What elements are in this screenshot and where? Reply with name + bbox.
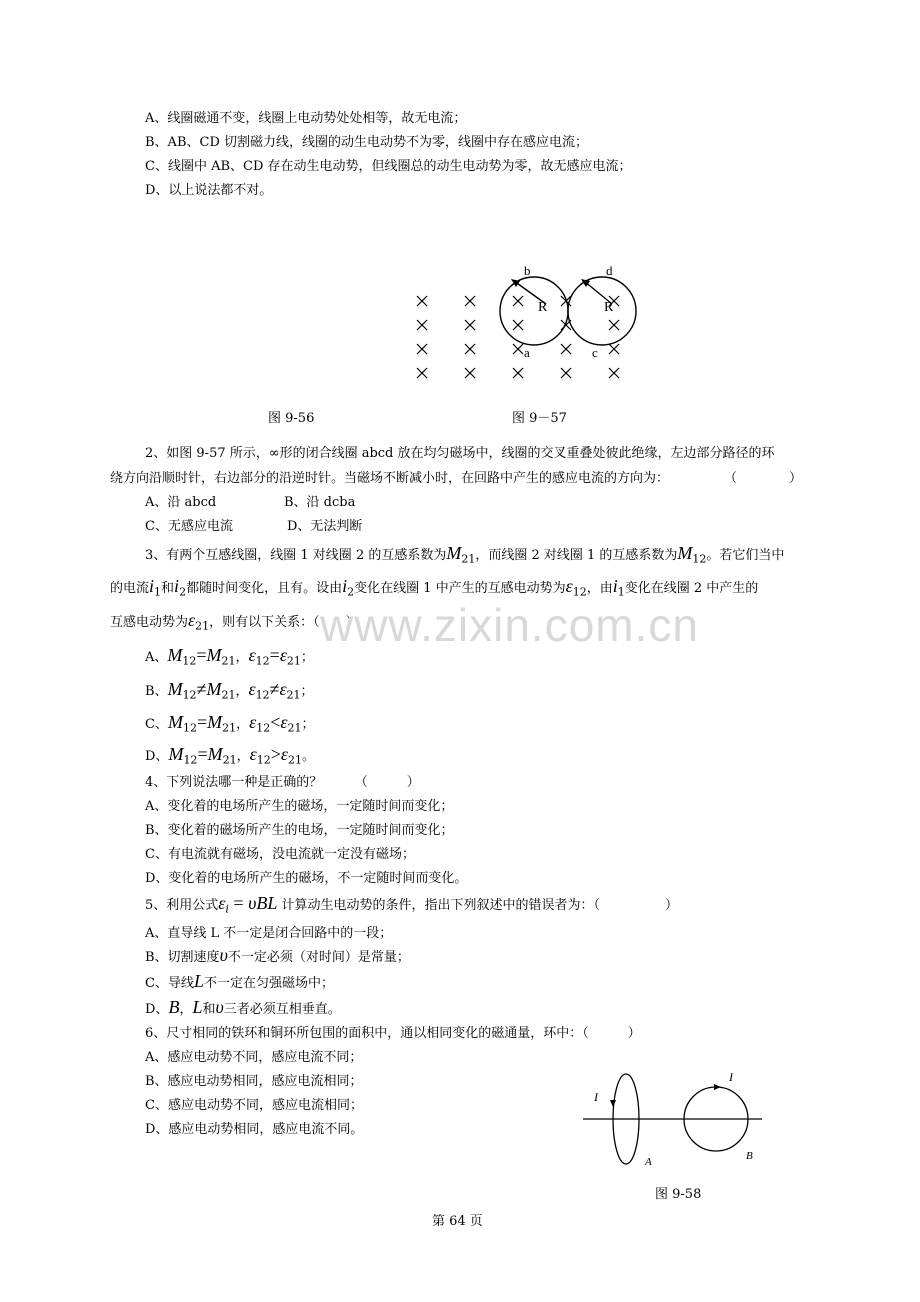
q4-option-b: B、变化着的磁场所产生的电场，一定随时间而变化；	[145, 823, 454, 838]
q4-option-d: D、变化着的电场所产生的磁场，不一定随时间而变化。	[145, 871, 468, 886]
q6-stem: 6、尺寸相同的铁环和铜环所包围的面积中，通以相同变化的磁通量，环中：（ ）	[145, 1026, 641, 1041]
label-A: A	[645, 1156, 652, 1168]
current-arrow-b	[714, 1084, 721, 1090]
label-d: d	[606, 263, 613, 278]
q1-option-d: D、以上说法都不对。	[145, 183, 273, 198]
q2-stem-line2: 绕方向沿顺时针，右边部分的沿逆时针。当磁场不断减小时，在回路中产生的感应电流的方向为：	[110, 471, 670, 486]
q1-option-a: A、线圈磁通不变，线圈上电动势处处相等，故无电流；	[145, 111, 467, 126]
q1-option-c: C、线圈中 AB、CD 存在动生电动势，但线圈总的动生电动势为零，故无感应电流；	[145, 159, 632, 174]
q2-option-c: C、无感应电流	[145, 519, 233, 534]
q2-stem-line1: 2、如图 9-57 所示，∞形的闭合线圈 abcd 放在均匀磁场中，线圈的交叉重叠处彼此绝缘，左边部分路径的环	[145, 446, 775, 461]
q2-option-a: A、沿 abcd	[145, 495, 217, 510]
fig-9-57-caption: 图 9－57	[512, 411, 567, 426]
q3-option-b: B、$M_{12}\ne M_{21}$，$\varepsilon_{12}\ne\varepsilon_{21}$；	[145, 679, 314, 702]
q5-option-a: A、直导线 L 不一定是闭合回路中的一段；	[145, 926, 393, 941]
q6-option-a: A、感应电动势不同，感应电流不同；	[145, 1050, 363, 1065]
label-I-a: I	[594, 1090, 598, 1104]
label-B: B	[746, 1150, 753, 1162]
current-arrow-a	[610, 1100, 616, 1107]
q4-option-c: C、有电流就有磁场，没电流就一定没有磁场；	[145, 847, 415, 862]
q6-option-b: B、感应电动势相同，感应电流相同；	[145, 1074, 363, 1089]
label-R-left: R	[538, 300, 548, 315]
q3-option-a: A、$M_{12}=M_{21}$，$\varepsilon_{12}=\varepsilon_{21}$；	[145, 645, 314, 668]
q5-stem: 5、利用公式$\varepsilon_i = \upsilon BL$ 计算动生电动势的条件，指出下列叙述中的错误者为：（ ）	[145, 893, 678, 916]
q2-answer-bracket: （ ）	[724, 471, 803, 486]
q4-stem: 4、下列说法哪一种是正确的？ （ ）	[145, 775, 420, 790]
label-a: a	[524, 345, 530, 360]
q3-option-c: C、$M_{12}=M_{21}$，$\varepsilon_{12}<\varepsilon_{21}$；	[145, 712, 315, 735]
q2-option-b: B、沿 dcba	[284, 495, 356, 510]
q6-option-d: D、感应电动势相同，感应电流不同。	[145, 1122, 364, 1137]
q1-option-b: B、AB、CD 切割磁力线，线圈的动生电动势不为零，线圈中存在感应电流；	[145, 135, 588, 150]
page-number: 第 64 页	[432, 1214, 483, 1229]
q5-option-c: C、导线L不一定在匀强磁场中；	[145, 971, 334, 991]
label-b: b	[524, 263, 531, 278]
watermark: www.zixin.com.cn	[320, 599, 699, 651]
label-R-right: R	[604, 300, 614, 315]
q3-stem-line2: 的电流$i_1$和$i_2$都随时间变化，且有。设由$i_2$变化在线圈 1 中产生的互感电动势为$\varepsilon_{12}$，由$i_1$变化在线圈 2 中产生的	[110, 576, 759, 599]
q5-option-b: B、切割速度υ不一定必须（对时间）是常量；	[145, 945, 410, 965]
q6-option-c: C、感应电动势不同，感应电流相同；	[145, 1098, 363, 1113]
q4-option-a: A、变化着的电场所产生的磁场，一定随时间而变化；	[145, 799, 454, 814]
fig-9-56-caption: 图 9-56	[268, 411, 315, 426]
label-I-b: I	[729, 1070, 733, 1084]
q2-option-d: D、无法判断	[287, 519, 363, 534]
q3-stem-line1: 3、有两个互感线圈，线圈 1 对线圈 2 的互感系数为$M_{21}$，而线圈 2 对线圈 1 的互感系数为$M_{12}$。若它们当中	[145, 543, 785, 566]
fig-9-58-caption: 图 9-58	[655, 1187, 702, 1202]
q3-stem-line3: 互感电动势为$\varepsilon_{21}$，则有以下关系：（ ）	[110, 610, 359, 633]
label-c: c	[592, 345, 598, 360]
q5-option-d: D、B，L和υ三者必须互相垂直。	[145, 997, 341, 1017]
q3-option-d: D、$M_{12}=M_{21}$，$\varepsilon_{12}>\varepsilon_{21}$。	[145, 744, 315, 767]
